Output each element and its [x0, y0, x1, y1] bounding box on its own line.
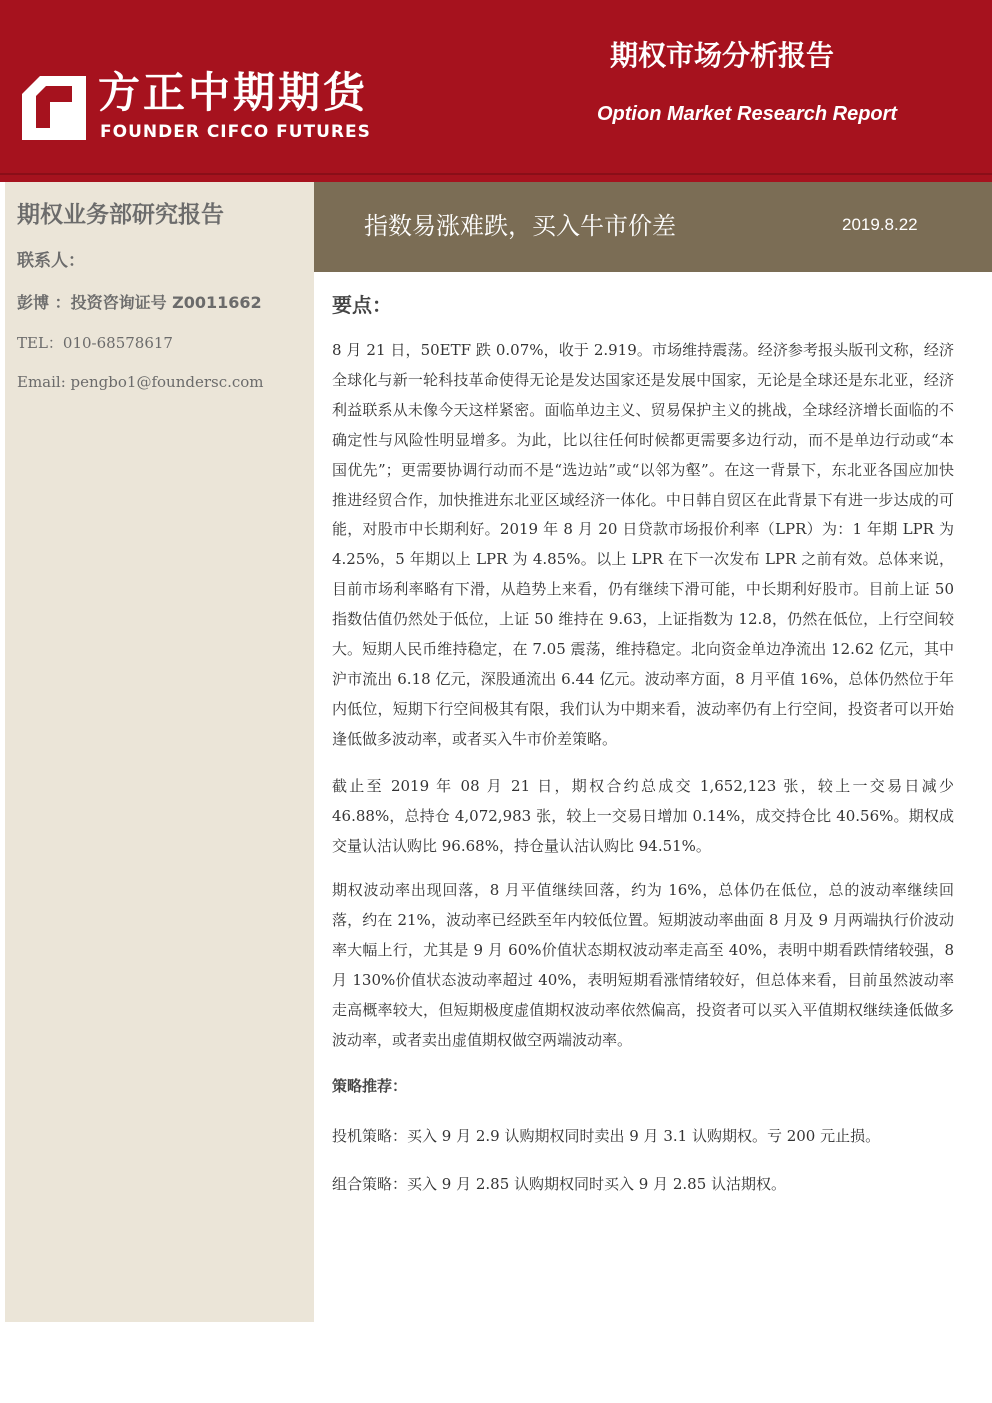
report-type-cn: 期权市场分析报告	[610, 39, 835, 72]
analyst-name: 彭博 ：投资咨询证号 Z0011662	[17, 293, 262, 312]
paragraph-volatility: 期权波动率出现回落，8 月平值继续回落，约为 16%，总体仍在低位，总的波动率继续回落，约在 21%，波动率已经跌至年内较低位置。短期波动率曲面 8 月及 9 月两端执行价波动率大幅上行，尤其是 9 月 60%价值状态期权波动率走高至 40%，表明中期看跌情绪较强，8 月 130%价值状态波动率超过 40%，表明短期看涨情绪较好，但总体来看，目前虽然波动率走高概率较大，但短期极度虚值期权波动率依然偏高，投资者可以买入平值期权继续逢低做多波动率，或者卖出虚值期权做空两端波动率。	[332, 881, 954, 1049]
main-content	[332, 290, 954, 1217]
paragraph-market-summary: 8 月 21 日，50ETF 跌 0.07%，收于 2.919。市场维持震荡。经济参考报头版刊文称，经济全球化与新一轮科技革命使得无论是发达国家还是发展中国家，无论是全球还是东北亚，经济利益联系从未像今天这样紧密。面临单边主义、贸易保护主义的挑战，全球经济增长面临的不确定性与风险性明显增多。为此，比以往任何时候都更需要多边行动，而不是单边行动或“本国优先”；更需要协调行动而不是“选边站”或“以邻为壑”。在这一背景下，东北亚各国应加快推进经贸合作，加快推进东北亚区域经济一体化。中日韩自贸区在此背景下有进一步达成的可能，对股市中长期利好。2019 年 8 月 20 日贷款市场报价利率（LPR）为：1 年期 LPR 为 4.25%，5 年期以上 LPR 为 4.85%。以上 LPR 在下一次发布 LPR 之前有效。总体来说，目前市场利率略有下滑，从趋势上来看，仍有继续下滑可能，中长期利好股市。目前上证 50 指数估值仍然处于低位，上证 50 维持在 9.63，上证指数为 12.8，仍然在低位，上行空间较大。短期人民币维持稳定，在 7.05 震荡，维持稳定。北向资金单边净流出 12.62 亿元，其中沪市流出 6.18 亿元，深股通流出 6.44 亿元。波动率方面，8 月平值 16%，总体仍然位于年内低位，短期下行空间极其有限，我们认为中期来看，波动率仍有上行空间，投资者可以开始逢低做多波动率，或者买入牛市价差策略。	[332, 341, 954, 748]
report-date: 2019.8.22	[842, 215, 918, 234]
brand-name-cn: 方正中期期货	[98, 68, 369, 117]
strategy-speculative: 投机策略：买入 9 月 2.9 认购期权同时卖出 9 月 3.1 认购期权。亏 200 元止损。	[332, 1126, 881, 1145]
analyst-tel: TEL：010-68578617	[17, 334, 173, 352]
report-title: 指数易涨难跌，买入牛市价差	[364, 212, 676, 240]
contact-label: 联系人：	[17, 251, 85, 271]
header-divider	[0, 173, 992, 182]
key-points-heading: 要点：	[332, 293, 392, 317]
strategy-heading: 策略推荐：	[332, 1076, 408, 1095]
report-header	[0, 0, 992, 182]
paragraph-volume: 截止至 2019 年 08 月 21 日，期权合约总成交 1,652,123 张，较上一交易日减少 46.88%，总持仓 4,072,983 张，较上一交易日增加 0.14%，成交持仓比 40.56%。期权成交量认沽认购比 96.68%，持仓量认沽认购比 94.51%。	[332, 776, 954, 855]
brand-name-en: FOUNDER CIFCO FUTURES	[100, 122, 371, 142]
title-bar	[314, 182, 992, 272]
department-title: 期权业务部研究报告	[17, 202, 224, 228]
analyst-email[interactable]: Email: pengbo1@foundersc.com	[17, 373, 264, 391]
founder-logo-icon	[22, 76, 86, 140]
report-type-en: Option Market Research Report	[597, 103, 898, 125]
strategy-combination: 组合策略：买入 9 月 2.85 认购期权同时买入 9 月 2.85 认沽期权。	[332, 1174, 787, 1193]
sidebar	[5, 182, 314, 1322]
